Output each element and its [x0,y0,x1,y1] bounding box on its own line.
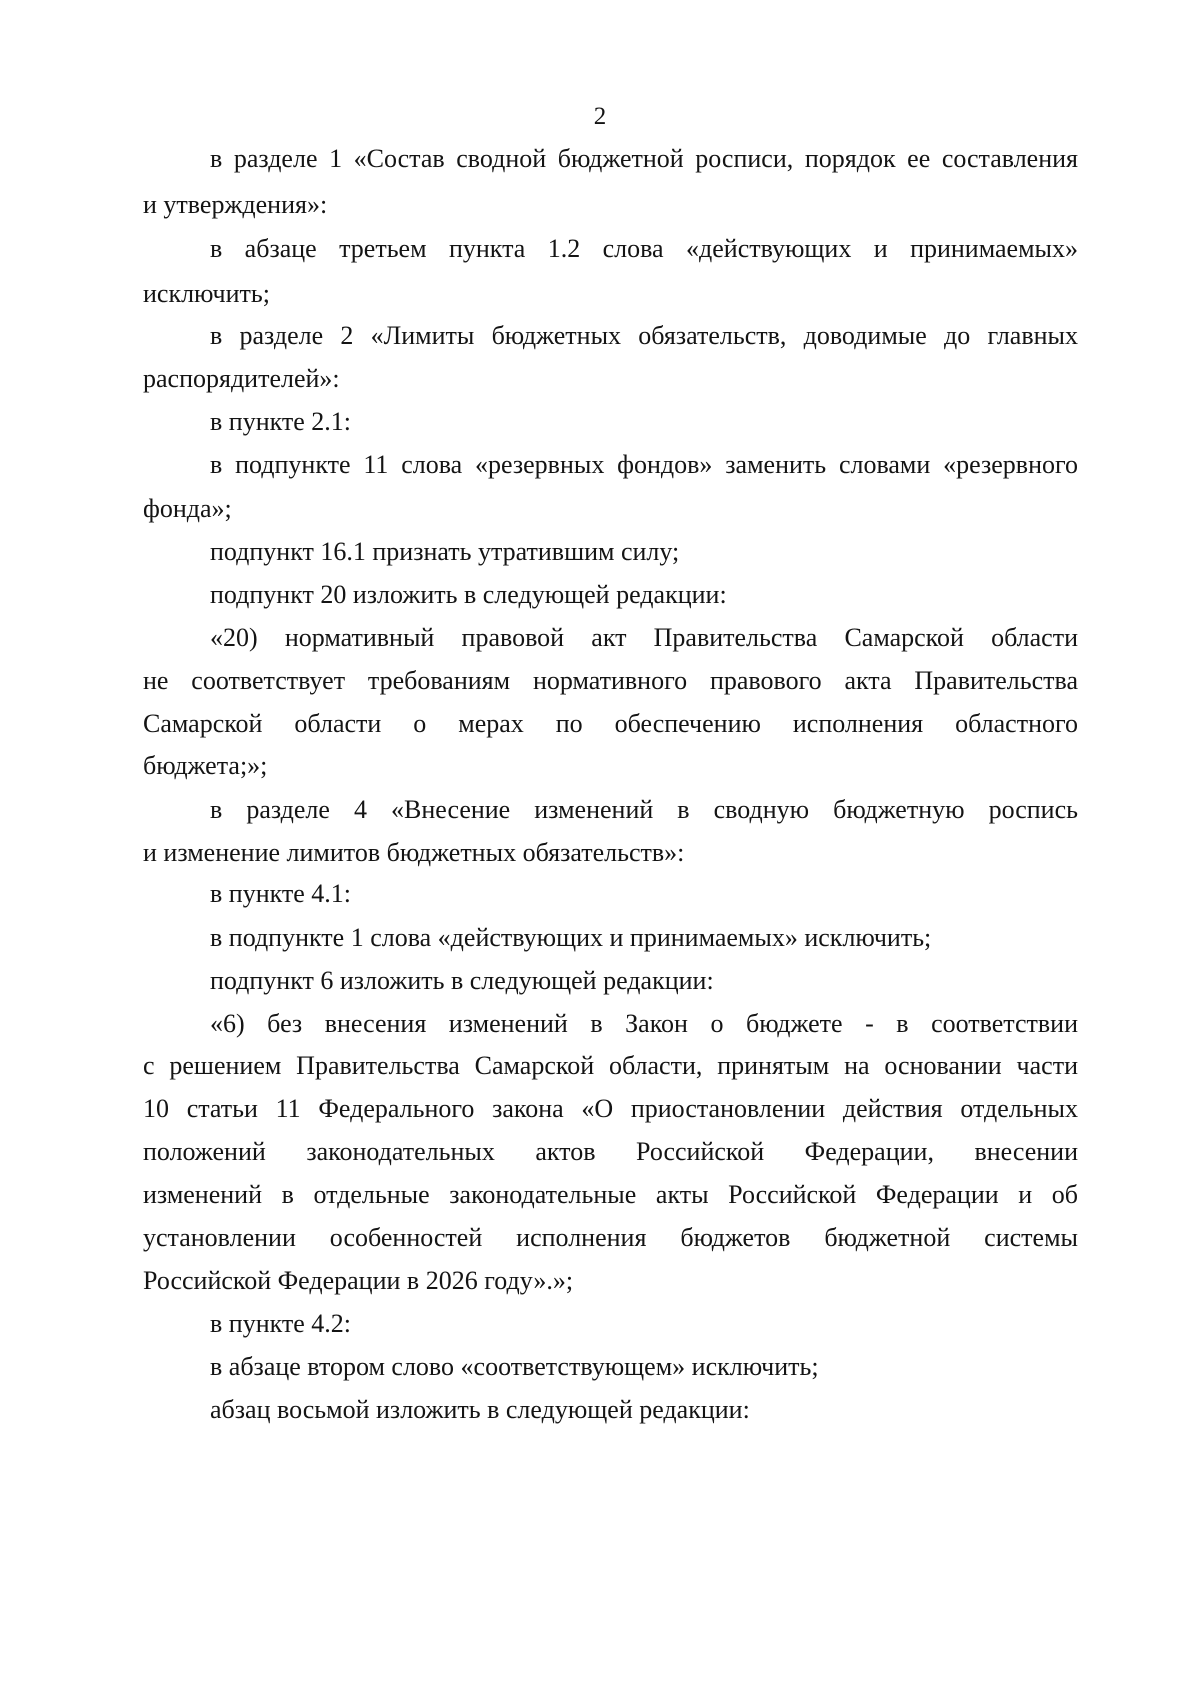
text-line: «6) без внесения изменений в Закон о бюджете - в соответствии [210,1009,1078,1038]
text-line: и утверждения»: [143,190,328,219]
text-line: фонда»; [143,494,232,523]
text-line: «20) нормативный правовой акт Правительства Самарской области [210,623,1078,652]
text-line: в абзаце третьем пункта 1.2 слова «действующих и принимаемых» [210,234,1078,263]
text-line: подпункт 20 изложить в следующей редакции: [210,580,727,609]
text-line: положений законодательных актов Российской Федерации, внесении [143,1137,1078,1166]
text-line: установлении особенностей исполнения бюджетов бюджетной системы [143,1223,1078,1252]
text-line: в абзаце втором слово «соответствующем» исключить; [210,1352,819,1381]
text-line: Самарской области о мерах по обеспечению исполнения областного [143,709,1078,738]
text-line: абзац восьмой изложить в следующей редакции: [210,1395,750,1424]
text-line: исключить; [143,279,270,308]
text-line: и изменение лимитов бюджетных обязательств»: [143,838,685,867]
text-line: изменений в отдельные законодательные акты Российской Федерации и об [143,1180,1078,1209]
text-line: в пункте 4.1: [210,879,352,908]
text-line: подпункт 16.1 признать утратившим силу; [210,537,680,566]
text-line: с решением Правительства Самарской области, принятым на основании части [143,1051,1078,1080]
text-line: в пункте 2.1: [210,407,352,436]
text-line: в разделе 4 «Внесение изменений в сводную бюджетную роспись [210,795,1078,824]
text-line: распорядителей»: [143,364,340,393]
text-line: в разделе 2 «Лимиты бюджетных обязательств, доводимые до главных [210,321,1078,350]
text-line: 10 статьи 11 Федерального закона «О приостановлении действия отдельных [143,1094,1078,1123]
text-line: в разделе 1 «Состав сводной бюджетной росписи, порядок ее составления [210,144,1078,173]
page-number: 2 [593,103,607,130]
text-line: бюджета;»; [143,751,268,780]
text-line: не соответствует требованиям нормативного правового акта Правительства [143,666,1078,695]
text-line: Российской Федерации в 2026 году».»; [143,1266,574,1295]
text-line: подпункт 6 изложить в следующей редакции: [210,966,714,995]
text-line: в подпункте 11 слова «резервных фондов» заменить словами «резервного [210,450,1078,479]
text-line: в пункте 4.2: [210,1309,352,1338]
text-line: в подпункте 1 слова «действующих и принимаемых» исключить; [210,923,932,952]
